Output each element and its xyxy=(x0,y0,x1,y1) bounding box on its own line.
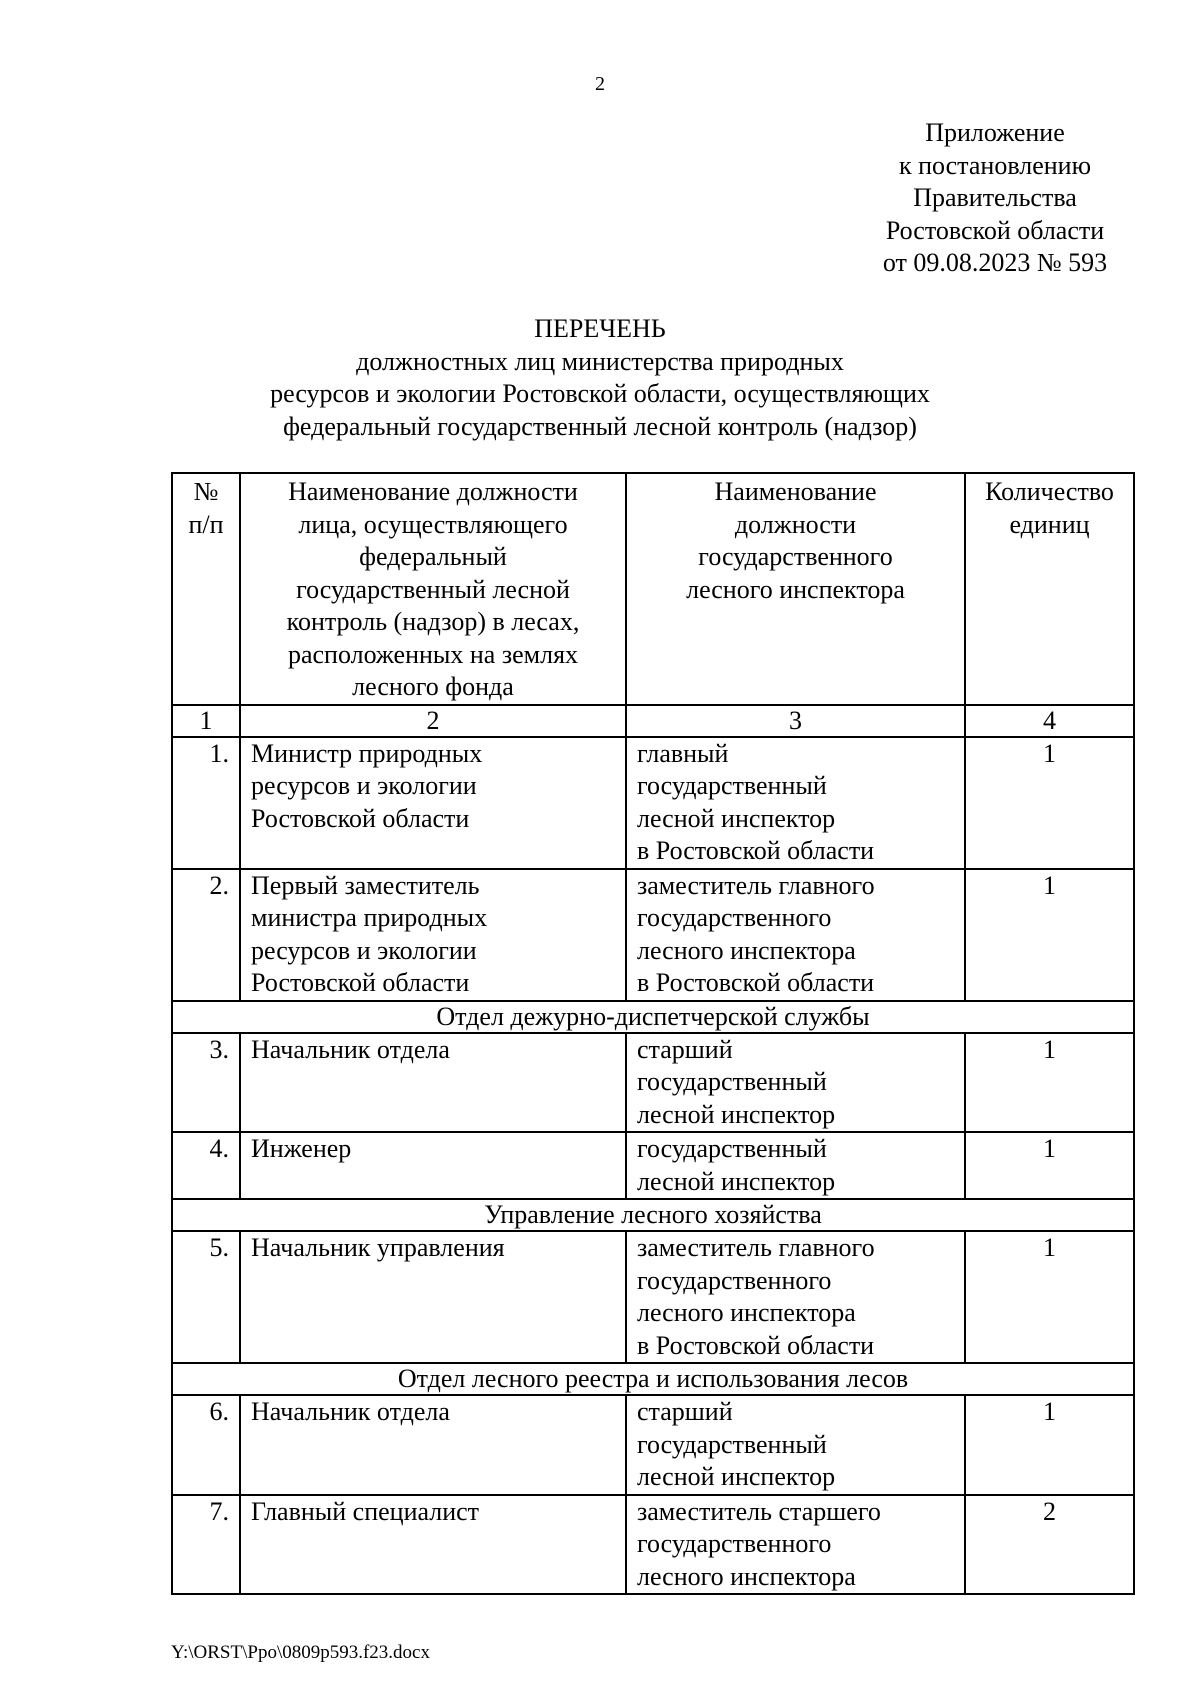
table-row xyxy=(172,1395,1134,1495)
cell-line: лесного инспектора xyxy=(637,1298,856,1327)
cell-line: Начальник отдела xyxy=(251,1034,450,1064)
cell-line: Количество xyxy=(985,477,1114,506)
column-number: 1 xyxy=(172,705,240,737)
cell-line: государственный xyxy=(637,1429,827,1459)
section-title: Отдел дежурно-диспетчерской службы xyxy=(172,1001,1134,1033)
column-number: 3 xyxy=(626,705,965,737)
cell-line: Ростовской области xyxy=(251,968,470,997)
cell-line: Ростовской области xyxy=(251,803,470,833)
position-cell xyxy=(240,1033,626,1133)
cell-line: Наименование xyxy=(714,477,877,506)
row-number: 7. xyxy=(172,1495,240,1595)
position-cell xyxy=(240,1395,626,1495)
cell-line: лесной инспектор xyxy=(637,1462,836,1491)
row-number: 1. xyxy=(172,737,240,869)
position-cell xyxy=(240,869,626,1001)
cell-line: Инженер xyxy=(251,1134,352,1163)
quantity-cell: 1 xyxy=(965,869,1134,1001)
quantity-cell: 1 xyxy=(965,737,1134,869)
inspector-cell xyxy=(626,1033,965,1133)
quantity-cell: 1 xyxy=(965,1132,1134,1199)
cell-line: государственный xyxy=(637,1134,827,1163)
cell-line: лесной инспектор xyxy=(637,803,836,833)
cell-line: Главный специалист xyxy=(251,1496,480,1526)
row-number: 2. xyxy=(172,869,240,1001)
cell-line: лесного фонда xyxy=(352,672,514,701)
cell-line: лесной инспектор xyxy=(637,1099,836,1129)
cell-line: государственный xyxy=(637,1067,827,1096)
cell-line: старший xyxy=(637,1397,733,1426)
cell-line: Наименование должности xyxy=(288,477,578,506)
table-row xyxy=(172,1231,1134,1363)
cell-line: государственного xyxy=(698,542,893,571)
page-number: 2 xyxy=(595,73,605,95)
column-number: 2 xyxy=(240,705,626,737)
title-subtitle-line: ресурсов и экологии Ростовской области, осуществляющих xyxy=(270,379,930,408)
cell-line: лица, осуществляющего xyxy=(298,509,568,539)
row-number: 4. xyxy=(172,1132,240,1199)
cell-line: ресурсов и экологии xyxy=(251,935,477,965)
cell-line: государственного xyxy=(637,1265,832,1295)
officials-table xyxy=(171,472,1135,1595)
cell-line: заместитель главного xyxy=(637,870,875,900)
section-title: Отдел лесного реестра и использования лесов xyxy=(172,1363,1134,1395)
cell-line: лесной инспектор xyxy=(637,1166,836,1196)
table-row xyxy=(172,1033,1134,1133)
quantity-cell: 1 xyxy=(965,1231,1134,1363)
cell-line: заместитель главного xyxy=(637,1233,875,1262)
title-subtitle-line: федеральный государственный лесной контроль (надзор) xyxy=(283,411,917,441)
cell-line: лесного инспектора xyxy=(637,1561,856,1591)
cell-line: государственный xyxy=(637,771,827,800)
appendix-line: Ростовской области xyxy=(885,215,1105,245)
cell-line: лесного инспектора xyxy=(637,935,856,965)
cell-line: п/п xyxy=(188,509,224,539)
cell-line: лесного инспектора xyxy=(686,574,905,604)
quantity-cell: 2 xyxy=(965,1495,1134,1595)
appendix-block xyxy=(830,117,1160,280)
header-cell-number xyxy=(172,473,240,705)
inspector-cell xyxy=(626,1132,965,1199)
cell-line: в Ростовской области xyxy=(637,1330,875,1360)
cell-line: должности xyxy=(734,509,857,539)
table-row xyxy=(172,737,1134,869)
appendix-line: к постановлению xyxy=(898,150,1092,180)
table-row xyxy=(172,1495,1134,1595)
title-heading: ПЕРЕЧЕНЬ xyxy=(534,314,666,343)
appendix-line: Правительства xyxy=(913,183,1077,212)
inspector-cell xyxy=(626,1231,965,1363)
inspector-cell xyxy=(626,1395,965,1495)
cell-line: в Ростовской области xyxy=(637,968,875,997)
section-row xyxy=(172,1363,1134,1395)
file-path-footer: Y:\ORST\Ppo\0809p593.f23.docx xyxy=(171,1642,430,1663)
position-cell xyxy=(240,1231,626,1363)
cell-line: федеральный xyxy=(359,542,507,571)
position-cell xyxy=(240,1132,626,1199)
cell-line: Начальник управления xyxy=(251,1233,505,1262)
row-number: 5. xyxy=(172,1231,240,1363)
appendix-line: от 09.08.2023 № 593 xyxy=(882,248,1108,277)
column-number-row xyxy=(172,705,1134,737)
cell-line: Начальник отдела xyxy=(251,1397,450,1426)
row-number: 6. xyxy=(172,1395,240,1495)
table-row xyxy=(172,869,1134,1001)
cell-line: расположенных на землях xyxy=(287,639,579,669)
section-row xyxy=(172,1001,1134,1033)
table-row xyxy=(172,1132,1134,1199)
inspector-cell xyxy=(626,869,965,1001)
column-number: 4 xyxy=(965,705,1134,737)
cell-line: старший xyxy=(637,1034,733,1064)
cell-line: Первый заместитель xyxy=(251,870,480,900)
section-row xyxy=(172,1199,1134,1231)
inspector-cell xyxy=(626,1495,965,1595)
table-body xyxy=(172,737,1134,1595)
cell-line: ресурсов и экологии xyxy=(251,771,477,800)
header-cell-quantity xyxy=(965,473,1134,705)
document-title xyxy=(0,313,1200,443)
cell-line: Министр природных xyxy=(251,738,483,768)
table-header-row xyxy=(172,473,1134,705)
cell-line: заместитель старшего xyxy=(637,1496,881,1526)
position-cell xyxy=(240,1495,626,1595)
cell-line: министра природных xyxy=(251,903,488,932)
row-number: 3. xyxy=(172,1033,240,1133)
title-subtitle-line: должностных лиц министерства природных xyxy=(356,346,844,376)
quantity-cell: 1 xyxy=(965,1033,1134,1133)
cell-line: № xyxy=(193,477,219,506)
header-cell-position xyxy=(240,473,626,705)
inspector-cell xyxy=(626,737,965,869)
header-cell-inspector xyxy=(626,473,965,705)
cell-line: государственный лесной xyxy=(296,574,570,604)
cell-line: государственного xyxy=(637,903,832,932)
appendix-line: Приложение xyxy=(925,118,1065,147)
cell-line: государственного xyxy=(637,1529,832,1558)
cell-line: в Ростовской области xyxy=(637,836,875,865)
position-cell xyxy=(240,737,626,869)
cell-line: контроль (надзор) в лесах, xyxy=(286,607,580,636)
cell-line: главный xyxy=(637,738,729,768)
cell-line: единиц xyxy=(1009,509,1090,539)
quantity-cell: 1 xyxy=(965,1395,1134,1495)
section-title: Управление лесного хозяйства xyxy=(172,1199,1134,1231)
